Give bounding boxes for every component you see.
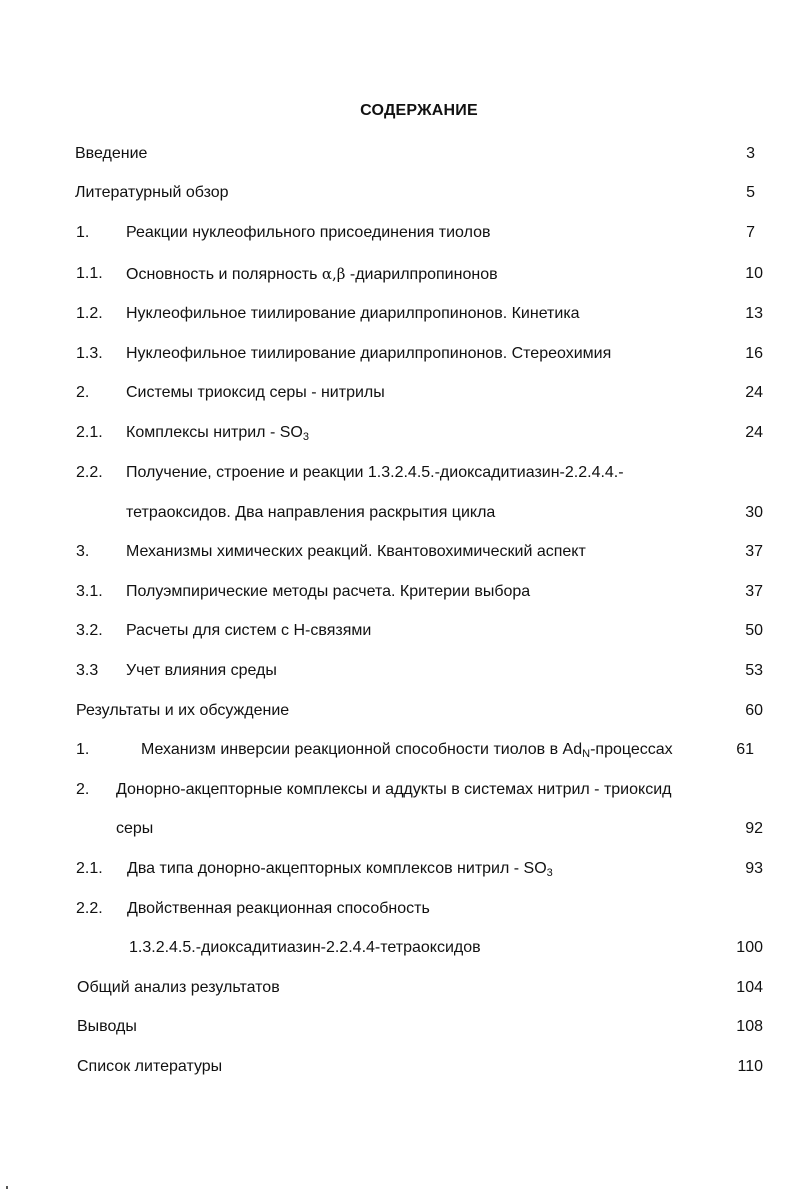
toc-entry-number: 3.2.: [76, 622, 103, 639]
toc-entry-page: 61: [736, 741, 754, 758]
toc-entry-page: 3: [746, 145, 755, 162]
subscript: 3: [302, 431, 309, 443]
toc-entry-number: 2.2.: [76, 464, 103, 481]
toc-entry-page: 16: [745, 345, 763, 362]
toc-entry-page: 5: [746, 184, 755, 201]
toc-entry-number: 3.3: [76, 662, 99, 679]
toc-entry-text: [141, 740, 673, 760]
toc-entry-text: Список литературы: [77, 1058, 223, 1075]
toc-entry-page: 30: [745, 504, 763, 521]
toc-text-part: Комплексы нитрил - SO: [126, 424, 303, 441]
toc-entry-number: 2.1.: [76, 860, 103, 877]
toc-entry-text: Выводы: [77, 1018, 137, 1035]
toc-entry-page: 108: [736, 1018, 763, 1035]
toc-entry-text: тетраоксидов. Два направления раскрытия цикла: [126, 504, 496, 521]
toc-entry-page: 13: [745, 305, 763, 322]
scan-artifact: [6, 1186, 8, 1189]
toc-entry-text: Литературный обзор: [75, 184, 229, 201]
toc-entry-number: 2.: [76, 384, 90, 401]
toc-entry-text: Расчеты для систем с Н-связями: [126, 622, 372, 639]
toc-entry-text: Получение, строение и реакции 1.3.2.4.5.-диоксадитиазин-2.2.4.4.-: [126, 464, 624, 481]
toc-entry-number: 2.: [76, 781, 90, 798]
toc-entry-text: Введение: [75, 145, 148, 162]
greek-symbols: α,β: [321, 265, 346, 283]
subscript: 3: [546, 867, 553, 879]
toc-text-part: Два типа донорно-акцепторных комплексов нитрил - SO: [127, 860, 547, 877]
toc-entry-text: [126, 264, 498, 285]
toc-entry-number: 3.1.: [76, 583, 103, 600]
toc-entry-page: 10: [745, 265, 763, 282]
toc-entry-page: 92: [745, 820, 763, 837]
toc-entry-page: 37: [745, 583, 763, 600]
toc-text-part: Механизм инверсии реакционной способности тиолов в Ad: [141, 741, 583, 758]
toc-entry-page: 104: [736, 979, 763, 996]
toc-entry-page: 100: [736, 939, 763, 956]
toc-entry-number: 1.2.: [76, 305, 103, 322]
toc-entry-text: Системы триоксид серы - нитрилы: [126, 384, 385, 401]
toc-entry-page: 60: [745, 702, 763, 719]
toc-entry-page: 50: [745, 622, 763, 639]
toc-entry-text: [127, 859, 553, 879]
toc-text-part: -процессах: [590, 741, 673, 758]
toc-entry-number: 1.: [76, 224, 90, 241]
toc-entry-text: Нуклеофильное тиилирование диарилпропинонов. Стереохимия: [126, 345, 612, 362]
toc-entry-page: 24: [745, 384, 763, 401]
toc-entry-page: 93: [745, 860, 763, 877]
toc-entry-number: 1.1.: [76, 265, 103, 282]
toc-text-part: -диарилпропинонов: [345, 266, 498, 283]
toc-entry-number: 1.: [76, 741, 90, 758]
page-title: СОДЕРЖАНИЕ: [360, 102, 478, 119]
toc-entry-page: 53: [745, 662, 763, 679]
toc-entry-text: 1.3.2.4.5.-диоксадитиазин-2.2.4.4-тетраоксидов: [129, 939, 481, 956]
toc-entry-text: Полуэмпирические методы расчета. Критерии выбора: [126, 583, 531, 600]
toc-entry-text: Механизмы химических реакций. Квантовохимический аспект: [126, 543, 586, 560]
toc-entry-page: 110: [737, 1058, 763, 1075]
toc-entry-text: Учет влияния среды: [126, 662, 277, 679]
toc-entry-text: Реакции нуклеофильного присоединения тиолов: [126, 224, 491, 241]
toc-entry-text: Результаты и их обсуждение: [76, 702, 290, 719]
toc-entry-number: 1.3.: [76, 345, 103, 362]
toc-text-part: Основность и полярность: [126, 266, 322, 283]
toc-entry-page: 24: [745, 424, 763, 441]
toc-entry-page: 37: [745, 543, 763, 560]
toc-entry-text: Донорно-акцепторные комплексы и аддукты в системах нитрил - триоксид: [116, 781, 672, 798]
toc-entry-number: 3.: [76, 543, 90, 560]
toc-entry-text: [126, 423, 309, 443]
toc-entry-text: Общий анализ результатов: [77, 979, 280, 996]
toc-entry-page: 7: [746, 224, 755, 241]
toc-entry-number: 2.1.: [76, 424, 103, 441]
subscript: N: [582, 748, 591, 760]
toc-entry-text: серы: [116, 820, 154, 837]
toc-entry-text: Нуклеофильное тиилирование диарилпропинонов. Кинетика: [126, 305, 580, 322]
toc-entry-number: 2.2.: [76, 900, 103, 917]
toc-entry-text: Двойственная реакционная способность: [127, 900, 430, 917]
